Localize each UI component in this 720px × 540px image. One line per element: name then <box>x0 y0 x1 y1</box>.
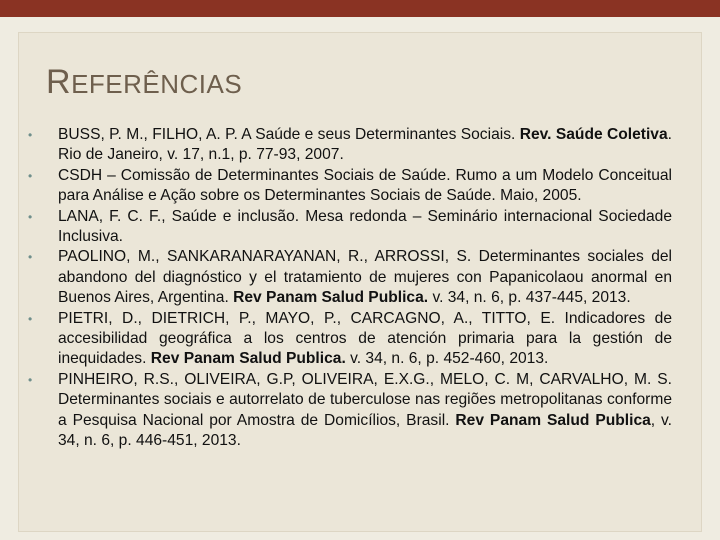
reference-text: LANA, F. C. F., Saúde e inclusão. Mesa redonda – Seminário internacional Sociedade Inclusiva. <box>58 207 672 246</box>
bullet-icon: • <box>28 372 33 387</box>
reference-text: CSDH – Comissão de Determinantes Sociais de Saúde. Rumo a um Modelo Conceitual para Análise e Ação sobre os Determinantes Sociais de Saúde. Maio, 2005. <box>58 166 672 205</box>
bullet-icon: • <box>28 250 33 265</box>
reference-journal: Rev. Saúde Coletiva <box>519 126 668 143</box>
reference-journal: Rev Panam Salud Publica. <box>150 350 346 368</box>
reference-text: PAOLINO, M., SANKARANARAYANAN, R., ARROSSI, S. Determinantes sociales del abandono del diagnóstico y el tratamiento de mujeres con Papanicolaou anormal en Buenos Aires, Argentina. <box>58 248 672 307</box>
reference-details: . Rio de Janeiro, v. 17, n.1, p. 77-93, 2007. <box>58 126 673 164</box>
bullet-icon: • <box>28 209 33 224</box>
reference-details: , v. 34, n. 6, p. 446-451, 2013. <box>58 411 673 450</box>
title-rest: EFERÊNCIAS <box>71 69 243 99</box>
bullet-icon: • <box>28 168 33 183</box>
reference-item <box>28 247 672 308</box>
reference-item <box>28 207 672 248</box>
reference-journal: Rev Panam Salud Publica. <box>233 289 429 307</box>
reference-item <box>28 166 672 207</box>
bullet-icon: • <box>28 128 33 142</box>
top-accent-bar <box>0 0 720 17</box>
reference-item <box>28 309 672 370</box>
slide-title <box>46 62 242 104</box>
reference-item <box>28 370 672 452</box>
reference-text: PIETRI, D., DIETRICH, P., MAYO, P., CARCAGNO, A., TITTO, E. Indicadores de accesibilidad geográfica a los centros de atención primaria para la gestión de inequidades. <box>58 309 672 368</box>
bullet-icon: • <box>28 311 33 326</box>
reference-text: BUSS, P. M., FILHO, A. P. A Saúde e seus Determinantes Sociais. <box>58 126 520 143</box>
reference-details: v. 34, n. 6, p. 452-460, 2013. <box>345 350 549 368</box>
reference-item <box>28 125 672 166</box>
reference-details: v. 34, n. 6, p. 437-445, 2013. <box>428 289 631 307</box>
title-initial: R <box>46 63 72 101</box>
references-list <box>28 125 672 452</box>
reference-journal: Rev Panam Salud Publica <box>455 411 651 429</box>
reference-text: PINHEIRO, R.S., OLIVEIRA, G.P, OLIVEIRA, E.X.G., MELO, C. M, CARVALHO, M. S. Determinantes sociais e autorrelato de tuberculose nas regiões metropolitanas conforme a Pesquisa Nacional por Amostra de Domicílios, Brasil. <box>58 370 672 429</box>
